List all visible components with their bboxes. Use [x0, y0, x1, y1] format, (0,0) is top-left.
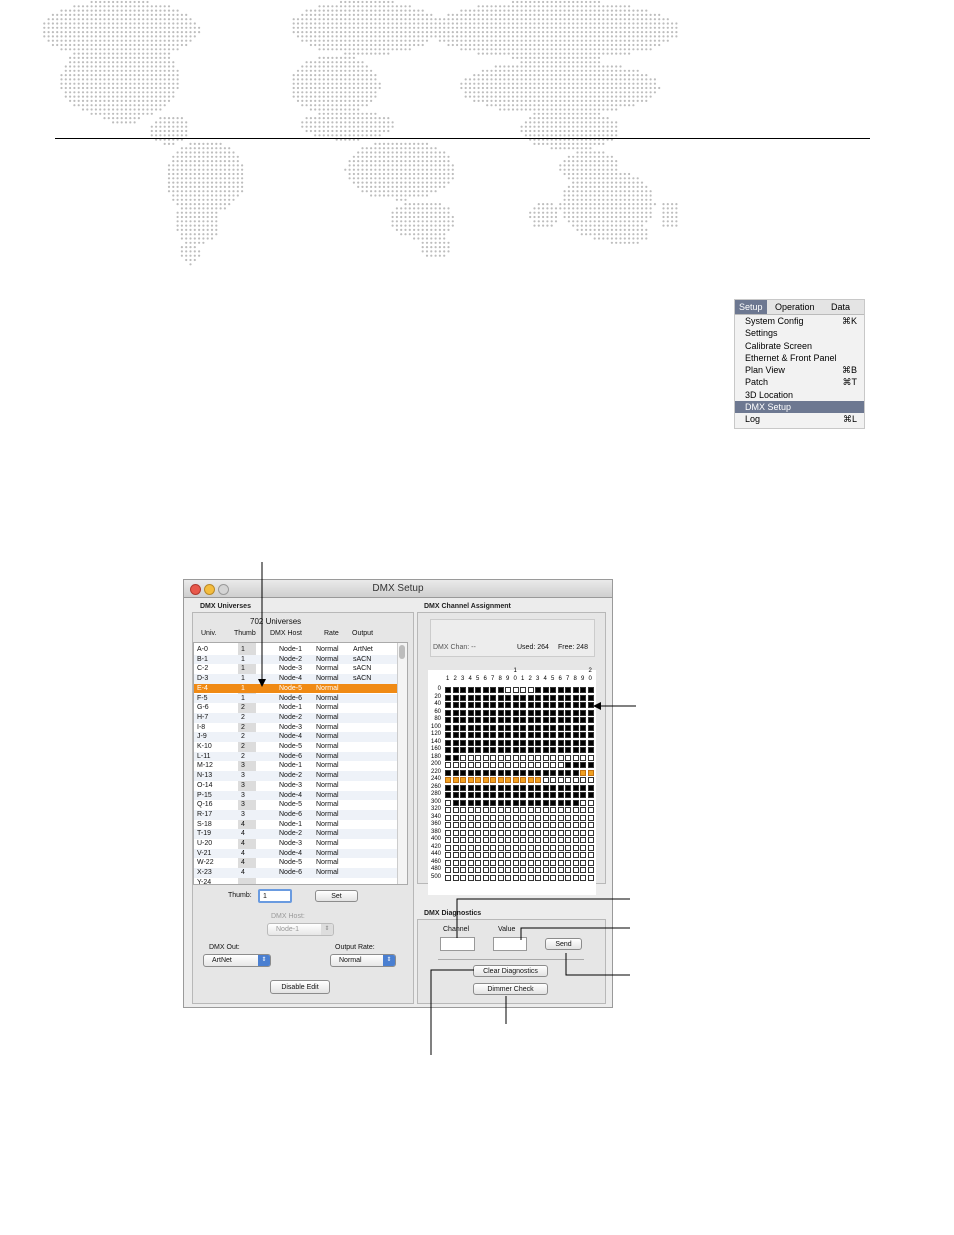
row-label: 360	[430, 821, 441, 827]
menu-data[interactable]: Data	[831, 302, 851, 312]
output-rate-value: Normal	[339, 957, 362, 964]
table-cell: Normal	[316, 801, 339, 809]
table-cell: Node-1	[279, 820, 302, 828]
dmx-out-value: ArtNet	[212, 957, 232, 964]
table-cell: 2	[241, 713, 245, 721]
column-digit-label: 7	[566, 676, 570, 682]
table-cell: Node-3	[279, 723, 302, 731]
menu-item-shortcut: ⌘K	[841, 316, 857, 326]
menu-item-label: Patch	[745, 377, 769, 388]
table-cell: 2	[241, 704, 245, 712]
table-cell: Normal	[316, 704, 339, 712]
row-label: 180	[430, 753, 441, 760]
table-cell: Node-1	[279, 646, 302, 653]
table-cell: J-9	[197, 733, 207, 741]
row-label: 480	[430, 866, 441, 872]
disable-edit-button[interactable]: Disable Edit	[270, 980, 330, 994]
used-count: Used: 264	[517, 644, 549, 651]
table-cell: ArtNet	[353, 646, 373, 653]
clear-diagnostics-button[interactable]: Clear Diagnostics	[473, 965, 548, 977]
menu-item-shortcut: ⌘B	[841, 365, 857, 376]
col-thumb[interactable]: Thumb	[234, 630, 256, 637]
row-label: 280	[430, 791, 441, 797]
table-cell: 3	[241, 762, 245, 770]
table-cell: Normal	[316, 781, 339, 789]
table-cell: Normal	[316, 684, 339, 692]
table-cell: Y-24	[197, 878, 212, 885]
table-cell: A-0	[197, 646, 208, 653]
row-label: 260	[430, 783, 441, 790]
table-cell: 1	[241, 694, 245, 702]
table-cell: Normal	[316, 859, 339, 867]
column-digit-label: 0	[588, 676, 592, 682]
table-cell: sACN	[353, 655, 372, 663]
table-cell: Node-2	[279, 830, 302, 838]
table-cell: N-13	[197, 772, 213, 780]
menu-item-label: 3D Location	[745, 389, 794, 400]
menu-item-label: Settings	[745, 328, 778, 339]
table-cell: Node-4	[279, 675, 302, 683]
table-cell: Node-2	[279, 655, 302, 663]
row-label: 80	[434, 716, 441, 722]
table-cell: 3	[241, 810, 245, 818]
row-label: 380	[430, 828, 441, 835]
menu-item-label: System Config	[745, 316, 804, 326]
dmx-host-label: DMX Host:	[271, 913, 305, 920]
row-label: 60	[434, 708, 441, 715]
row-label: 440	[430, 851, 441, 857]
table-cell: Node-1	[279, 704, 302, 712]
column-digit-label: 9	[506, 676, 510, 682]
table-cell: Node-6	[279, 810, 302, 818]
row-label: 0	[437, 686, 441, 692]
table-cell: 2	[241, 733, 245, 741]
table-cell: 1	[241, 665, 245, 673]
table-cell: Normal	[316, 675, 339, 683]
table-cell: 4	[241, 840, 245, 847]
table-cell: Node-3	[279, 665, 302, 673]
table-cell: 4	[241, 849, 245, 857]
callout-value-field	[521, 928, 630, 940]
table-cell: Normal	[316, 665, 339, 673]
table-cell: Normal	[316, 762, 339, 770]
table-cell: 4	[241, 869, 245, 877]
menu-setup[interactable]: Setup	[735, 300, 767, 314]
table-cell: G-6	[197, 704, 209, 712]
value-label: Value	[498, 926, 516, 933]
row-label: 40	[434, 701, 441, 707]
table-cell: Node-4	[279, 733, 302, 741]
table-cell: Normal	[316, 820, 339, 828]
table-cell: Normal	[316, 743, 339, 750]
table-cell: 2	[241, 723, 245, 731]
table-cell: F-5	[197, 694, 208, 702]
thumb-input[interactable]: 1	[258, 889, 292, 903]
table-cell: Node-3	[279, 781, 302, 789]
column-digit-label: 2	[453, 676, 457, 682]
table-cell: Normal	[316, 713, 339, 721]
table-cell: Normal	[316, 791, 339, 799]
column-digit-label: 5	[551, 676, 555, 682]
table-cell: Normal	[316, 772, 339, 780]
menu-item-label: Plan View	[745, 365, 785, 376]
table-cell: W-22	[197, 859, 214, 867]
col-rate[interactable]: Rate	[324, 630, 339, 637]
column-digit-label: 8	[573, 676, 577, 682]
updown-arrow-icon: ⇕	[383, 955, 395, 966]
table-cell: Node-2	[279, 713, 302, 721]
table-cell: Normal	[316, 810, 339, 818]
table-cell: V-21	[197, 849, 212, 857]
menu-item-shortcut: ⌘L	[842, 414, 857, 425]
universe-count: 702 Universes	[250, 617, 302, 626]
table-cell: 4	[241, 859, 245, 867]
column-digit-label: 0	[513, 676, 517, 682]
table-cell: sACN	[353, 665, 372, 673]
column-digit-label: 1	[446, 676, 450, 682]
table-cell: O-14	[197, 781, 213, 789]
diagnostics-group-title: DMX Diagnostics	[424, 910, 482, 917]
column-digit-label: 4	[543, 676, 547, 682]
table-cell: Node-4	[279, 849, 302, 857]
table-cell: Normal	[316, 869, 339, 877]
table-cell: Q-16	[197, 801, 213, 809]
window-title: DMX Setup	[372, 583, 424, 594]
column-tens-label: 2	[588, 668, 592, 674]
updown-arrow-icon: ⇕	[258, 955, 270, 966]
row-label: 120	[430, 731, 441, 737]
col-univ[interactable]: Univ.	[201, 630, 217, 637]
col-output[interactable]: Output	[352, 630, 374, 637]
updown-arrow-icon: ⇕	[321, 924, 333, 935]
set-button[interactable]: Set	[315, 890, 358, 902]
row-label: 220	[430, 768, 441, 775]
table-cell: C-2	[197, 665, 209, 673]
col-dmx-host[interactable]: DMX Host	[270, 630, 302, 637]
table-cell: Node-4	[279, 791, 302, 799]
column-digit-label: 3	[536, 676, 540, 682]
column-digit-label: 8	[498, 676, 502, 682]
dmx-chan-readout: DMX Chan: --	[433, 644, 476, 651]
table-cell: Normal	[316, 694, 339, 702]
table-cell: 4	[241, 820, 245, 828]
row-label: 400	[430, 836, 441, 842]
channel-label: Channel	[443, 926, 470, 933]
table-cell: Normal	[316, 840, 339, 847]
dmx-out-label: DMX Out:	[209, 944, 240, 951]
table-cell: H-7	[197, 713, 209, 721]
table-cell: Node-6	[279, 694, 302, 702]
output-rate-label: Output Rate:	[335, 944, 375, 951]
column-digit-label: 5	[476, 676, 480, 682]
column-digit-label: 7	[491, 676, 495, 682]
table-cell: 3	[241, 781, 245, 789]
row-label: 300	[430, 798, 441, 805]
menu-operation[interactable]: Operation	[775, 302, 815, 312]
table-cell: Node-2	[279, 772, 302, 780]
row-label: 340	[430, 813, 441, 820]
table-cell: X-23	[197, 869, 212, 877]
column-digit-label: 3	[461, 676, 465, 682]
table-cell: D-3	[197, 675, 209, 683]
table-cell: Normal	[316, 752, 339, 760]
menu-item-shortcut: ⌘T	[842, 377, 857, 388]
row-label: 500	[430, 873, 441, 880]
thumb-label: Thumb:	[228, 892, 252, 899]
table-cell: 3	[241, 801, 245, 809]
row-label: 140	[430, 738, 441, 745]
callout-clear-diagnostics	[431, 970, 474, 1055]
row-label: 100	[430, 723, 441, 730]
table-cell: 1	[241, 675, 245, 683]
column-digit-label: 6	[483, 676, 487, 682]
row-label: 160	[430, 746, 441, 752]
callout-channel-field	[457, 899, 630, 938]
channel-group-title: DMX Channel Assignment	[424, 603, 511, 610]
menu-item-label: Calibrate Screen	[745, 340, 813, 351]
table-cell: Normal	[316, 849, 339, 857]
callout-send-button	[566, 953, 630, 975]
table-cell: Normal	[316, 655, 339, 663]
table-cell: B-1	[197, 655, 208, 663]
menu-item-label: DMX Setup	[745, 402, 792, 413]
column-digit-label: 2	[528, 676, 532, 682]
dimmer-check-button[interactable]: Dimmer Check	[473, 983, 548, 995]
row-label: 320	[430, 806, 441, 812]
row-label: 240	[430, 776, 441, 782]
column-digit-label: 4	[468, 676, 472, 682]
table-cell: Node-5	[279, 743, 302, 750]
table-cell: 1	[241, 684, 245, 692]
row-label: 20	[434, 693, 441, 700]
row-label: 460	[430, 858, 441, 865]
table-cell: M-12	[197, 762, 213, 770]
table-cell: I-8	[197, 723, 206, 731]
table-cell: E-4	[197, 684, 208, 692]
column-digit-label: 6	[558, 676, 562, 682]
table-cell: Normal	[316, 646, 339, 653]
table-cell: Node-5	[279, 859, 302, 867]
table-cell: Normal	[316, 723, 339, 731]
table-cell: Node-6	[279, 752, 302, 760]
table-cell: U-20	[197, 840, 213, 847]
table-cell: 4	[241, 830, 245, 838]
table-cell: R-17	[197, 810, 213, 818]
table-cell: K-10	[197, 743, 212, 750]
table-cell: Node-5	[279, 684, 302, 692]
table-cell: Normal	[316, 830, 339, 838]
table-cell: 2	[241, 752, 245, 760]
dmx-host-value: Node-1	[276, 926, 299, 933]
menu-item-label: Log	[745, 414, 761, 425]
table-cell: Node-3	[279, 840, 302, 847]
menu-item-label: Ethernet & Front Panel	[745, 352, 837, 363]
table-cell: Node-5	[279, 801, 302, 809]
column-digit-label: 9	[581, 676, 585, 682]
table-cell: Node-1	[279, 762, 302, 770]
table-cell: 3	[241, 772, 245, 780]
table-cell: L-11	[197, 752, 211, 760]
send-button[interactable]: Send	[545, 938, 582, 950]
table-cell: 1	[241, 646, 245, 653]
table-cell: 3	[241, 791, 245, 799]
table-cell: 2	[241, 743, 245, 750]
table-cell: P-15	[197, 791, 212, 799]
table-cell: Normal	[316, 733, 339, 741]
row-label: 420	[430, 843, 441, 850]
table-cell: Node-6	[279, 869, 302, 877]
column-tens-label: 1	[513, 668, 517, 674]
table-cell: sACN	[353, 675, 372, 683]
universes-group-title: DMX Universes	[200, 603, 251, 610]
table-cell: S-18	[197, 820, 212, 828]
table-cell: 1	[241, 655, 245, 663]
table-cell: T-19	[197, 830, 212, 838]
free-count: Free: 248	[558, 644, 588, 651]
column-digit-label: 1	[521, 676, 525, 682]
row-label: 200	[430, 761, 441, 767]
